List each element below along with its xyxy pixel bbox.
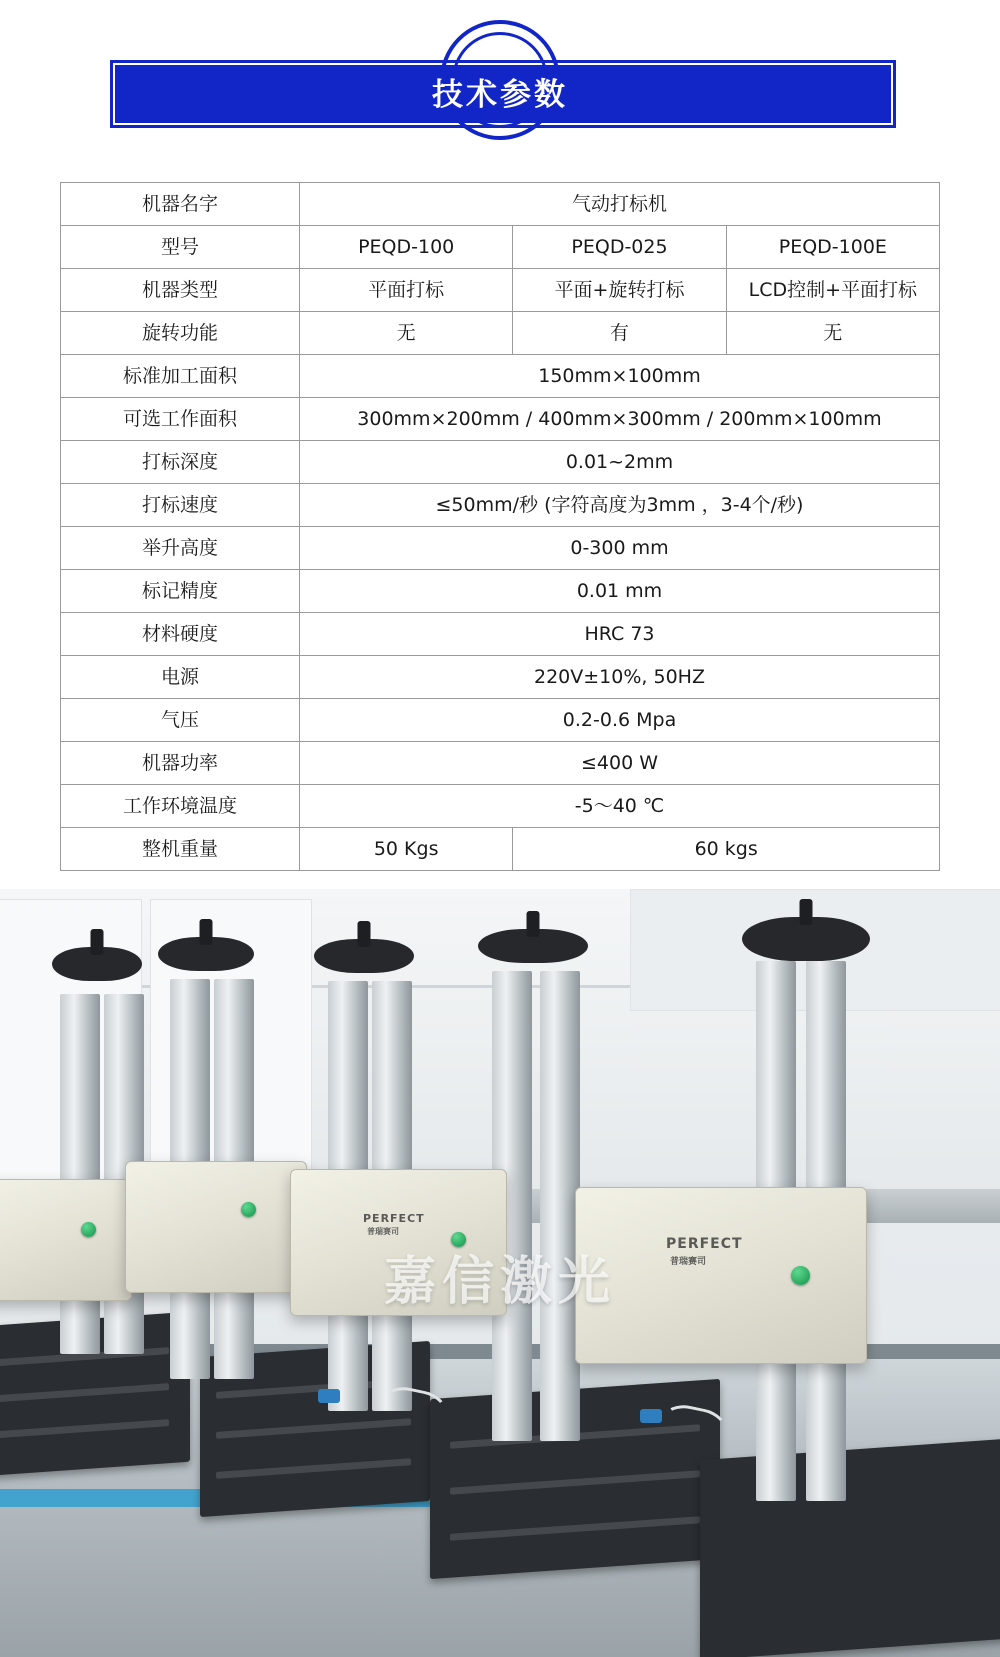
marking-head — [125, 1161, 307, 1293]
spec-label: 标准加工面积 — [61, 355, 300, 398]
worktable-slot — [0, 1383, 169, 1402]
spec-value: -5～40 ℃ — [300, 785, 940, 828]
machine-worktable — [700, 1438, 1000, 1657]
green-button — [451, 1232, 466, 1247]
spec-value: 0.2-0.6 Mpa — [300, 699, 940, 742]
spec-label: 型号 — [61, 226, 300, 269]
brand-badge-sub: 普瑞赛司 — [670, 1257, 707, 1267]
handwheel-knob — [52, 947, 142, 981]
table-row — [61, 398, 940, 441]
green-button — [791, 1266, 810, 1285]
table-row — [61, 570, 940, 613]
table-row — [61, 355, 940, 398]
spec-table — [60, 182, 940, 871]
worktable-slot — [0, 1419, 169, 1438]
handwheel-knob — [478, 929, 588, 963]
spec-table-wrap — [60, 182, 940, 871]
table-row — [61, 785, 940, 828]
spec-value: 0.01~2mm — [300, 441, 940, 484]
worktable-slot — [216, 1458, 411, 1479]
spec-value: PEQD-100E — [726, 226, 939, 269]
spec-label: 举升高度 — [61, 527, 300, 570]
table-row — [61, 699, 940, 742]
table-row — [61, 742, 940, 785]
spec-value: 220V±10%, 50HZ — [300, 656, 940, 699]
spec-value: HRC 73 — [300, 613, 940, 656]
brand-badge: PERFECT — [363, 1212, 425, 1225]
table-row — [61, 828, 940, 871]
worktable-slot — [450, 1470, 700, 1494]
table-row — [61, 312, 940, 355]
air-fitting — [640, 1409, 662, 1423]
spec-value: 无 — [300, 312, 513, 355]
spec-label: 打标速度 — [61, 484, 300, 527]
spec-value: 150mm×100mm — [300, 355, 940, 398]
marking-head — [0, 1179, 132, 1301]
spec-value: 无 — [726, 312, 939, 355]
table-row — [61, 527, 940, 570]
brand-badge: PERFECT — [666, 1236, 743, 1252]
spec-label: 机器类型 — [61, 269, 300, 312]
spec-label: 整机重量 — [61, 828, 300, 871]
spec-label: 标记精度 — [61, 570, 300, 613]
page-title: 技术参数 — [432, 76, 568, 113]
spec-value: 0.01 mm — [300, 570, 940, 613]
spec-label: 旋转功能 — [61, 312, 300, 355]
handwheel-knob — [314, 939, 414, 973]
spec-value: 0-300 mm — [300, 527, 940, 570]
watermark: 嘉信激光 — [383, 1252, 616, 1312]
table-row — [61, 656, 940, 699]
green-button — [241, 1202, 256, 1217]
spec-value: ≤400 W — [300, 742, 940, 785]
spec-label: 材料硬度 — [61, 613, 300, 656]
table-row — [61, 269, 940, 312]
banner-title-wrap — [0, 60, 1000, 122]
table-row — [61, 441, 940, 484]
table-row — [61, 226, 940, 269]
spec-value: 有 — [513, 312, 726, 355]
handwheel-knob — [742, 917, 870, 961]
spec-value: 50 Kgs — [300, 828, 513, 871]
handwheel-knob — [158, 937, 254, 971]
product-photo — [0, 889, 1000, 1657]
spec-label: 机器功率 — [61, 742, 300, 785]
spec-value: 平面打标 — [300, 269, 513, 312]
machine-column — [540, 971, 580, 1441]
air-fitting — [318, 1389, 340, 1403]
spec-label: 可选工作面积 — [61, 398, 300, 441]
table-row — [61, 484, 940, 527]
spec-label: 机器名字 — [61, 183, 300, 226]
table-row — [61, 613, 940, 656]
spec-value: 300mm×200mm / 400mm×300mm / 200mm×100mm — [300, 398, 940, 441]
spec-value: 平面+旋转打标 — [513, 269, 726, 312]
green-button — [81, 1222, 96, 1237]
header-banner — [0, 0, 1000, 160]
spec-value: ≤50mm/秒 (字符高度为3mm ，3-4个/秒) — [300, 484, 940, 527]
spec-label: 气压 — [61, 699, 300, 742]
spec-label: 打标深度 — [61, 441, 300, 484]
worktable-slot — [450, 1516, 700, 1540]
spec-value: 60 kgs — [513, 828, 940, 871]
marking-head — [290, 1169, 507, 1316]
table-row — [61, 183, 940, 226]
marking-head — [575, 1187, 867, 1364]
spec-value: LCD控制+平面打标 — [726, 269, 939, 312]
spec-value: PEQD-100 — [300, 226, 513, 269]
brand-badge-sub: 普瑞赛司 — [367, 1227, 399, 1236]
spec-value: 气动打标机 — [300, 183, 940, 226]
spec-label: 电源 — [61, 656, 300, 699]
spec-label: 工作环境温度 — [61, 785, 300, 828]
spec-value: PEQD-025 — [513, 226, 726, 269]
